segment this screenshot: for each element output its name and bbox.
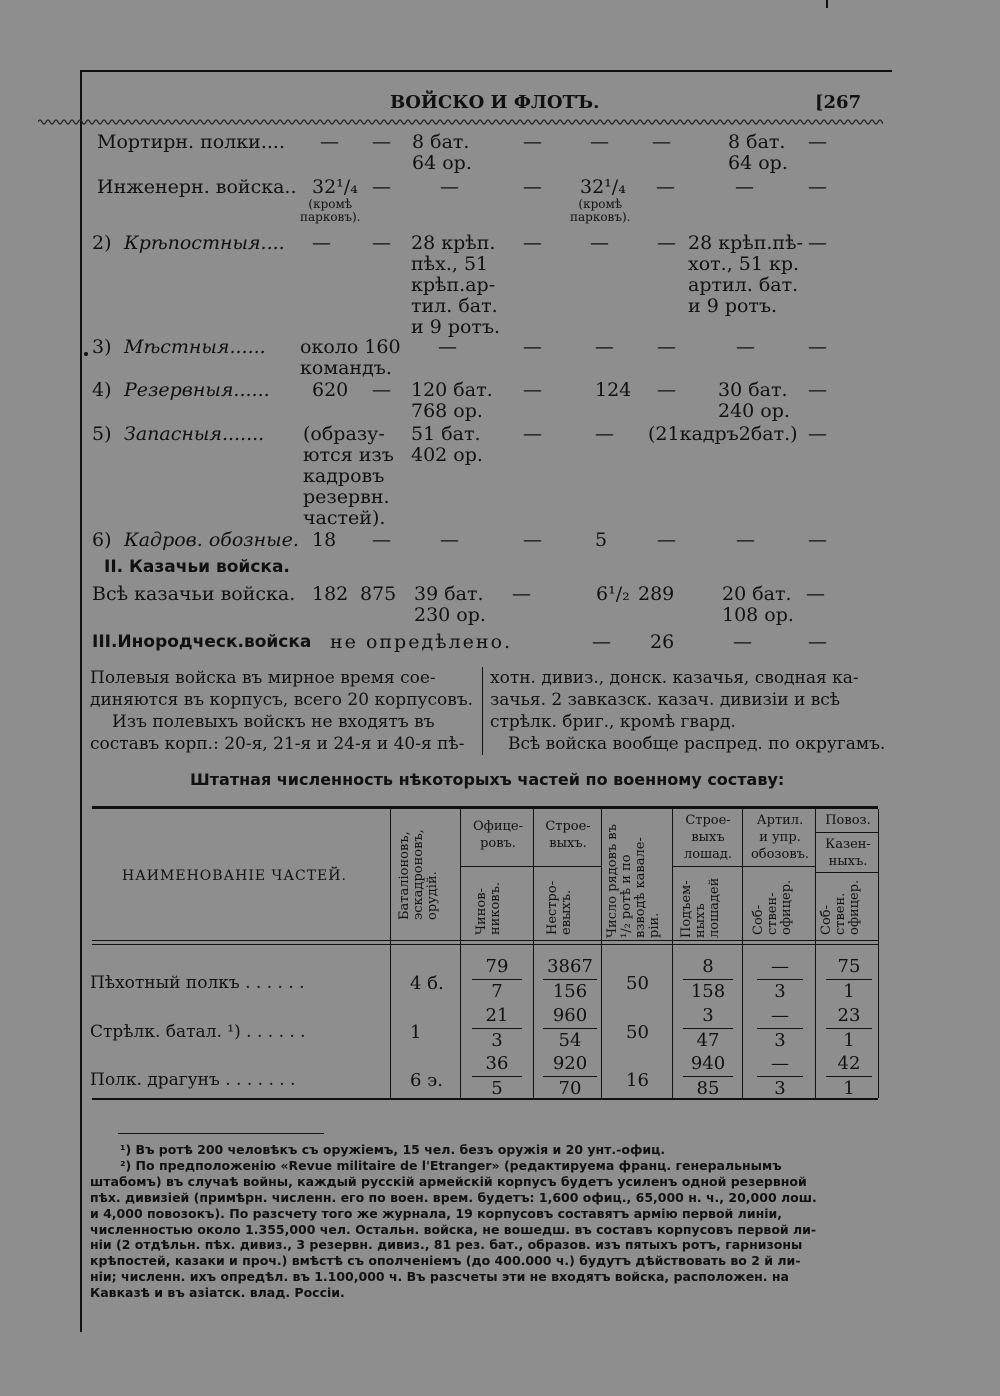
cell: — [523,379,542,401]
row-label: Крѣпостныя.... [124,232,285,254]
group-rule [460,866,601,867]
group-rule [672,866,815,867]
fraction-denominator: 47 [696,1030,720,1051]
para-right-line: стрѣлк. бриг., кромѣ гвард. [490,712,736,732]
cell: — [657,379,676,401]
table-head-rule [92,940,878,941]
fraction-denominator: 5 [491,1078,503,1099]
fraction-denominator: 3 [774,1030,786,1051]
table-top-rule [92,806,878,809]
cell: 620 [312,379,349,401]
cell: — [808,379,827,401]
cell: 18 [312,529,337,551]
table-fraction [543,1052,597,1101]
cell: — [736,336,755,358]
table-cell-bat: 4 б. [410,973,444,994]
cell: — [657,232,676,254]
row-number: 3) [92,336,112,358]
table-fraction [757,1052,803,1101]
fraction-denominator: 1 [843,1078,855,1099]
row-number: 6) [92,529,112,551]
table-cell-ryad: 16 [626,1070,649,1091]
fraction-numerator: 3867 [543,955,597,980]
fraction-numerator: 8 [683,955,733,980]
cell: — [372,232,391,254]
footnote-line: штабомъ) въ случаѣ войны, каждый русскій армейскій корпусъ будетъ усиленъ одной резервной [90,1173,807,1189]
col-header-stroevyh: Строе- выхъ. [545,819,591,851]
table-row-name: Полк. драгунъ . . . . . . . [90,1070,296,1090]
col-header-sobst1: Соб- ствен- офицер. [751,879,794,935]
cell: — [808,131,827,153]
table-fraction [683,955,733,1004]
cell: — [523,529,542,551]
cell: — [736,529,755,551]
fraction-denominator: 1 [843,1030,855,1051]
cell: 120 бат. 768 ор. [411,379,493,422]
fraction-numerator: 940 [683,1052,733,1077]
column-rule [601,809,602,1098]
cell: 5 [595,529,608,551]
cell: 875 [360,583,397,605]
cell: 289 [638,583,675,605]
col-header-artil: Артил. и упр. обозовъ. [750,813,810,862]
fraction-numerator: 23 [826,1004,872,1029]
para-right-line: Всѣ войска вообще распред. по округамъ. [508,734,886,754]
cell: 30 бат. 240 ор. [718,379,790,422]
cell: — [372,176,391,198]
cell: (21кадръ2бат.) [648,423,798,445]
table-fraction [543,955,597,1004]
cell: — [512,583,531,605]
fraction-denominator: 3 [774,1078,786,1099]
table-fraction [683,1052,733,1101]
fraction-numerator: 75 [826,955,872,980]
cell: — [652,131,671,153]
section2-title: II. Казачьи войска. [104,557,290,577]
row-label: Резервныя...... [124,379,270,401]
col-header-officers: Офице- ровъ. [473,819,523,851]
cell: — [372,131,391,153]
fraction-numerator: — [757,1052,803,1077]
table-fraction [543,1004,597,1053]
row-label: Инженерн. войска.. [97,176,297,198]
para-left-line: Изъ полевыхъ войскъ не входятъ въ [112,712,435,732]
footnote-line: пѣх. дивизіей (примѣрн. численн. его по воен. врем. будетъ: 1,600 офиц., 65,000 н. ч., 20,000 лош. [90,1189,817,1205]
cell: — [590,131,609,153]
cell: около 160 командъ. [300,336,401,379]
cell: — [657,336,676,358]
cell: — [808,336,827,358]
para-left-line: диняются въ корпусъ, всего 20 корпусовъ. [90,690,474,710]
cell: — [657,529,676,551]
footnote-line: крѣпостей, казаки и проч.) вмѣстѣ съ ополченіемъ (до 400.000 ч.) будутъ дѣйствовать во 2 й ли- [90,1253,801,1269]
margin-dot [84,352,88,356]
cell: — [808,631,827,653]
fraction-denominator: 3 [491,1030,503,1051]
cell: — [808,423,827,445]
wavy-rule [38,118,883,126]
fraction-numerator: 3 [683,1004,733,1029]
cell: 28 крѣп. пѣх., 51 крѣп.ар- тил. бат. и 9 ротъ. [411,232,501,338]
fraction-numerator: 960 [543,1004,597,1029]
cell: 39 бат. 230 ор. [414,583,486,626]
cell: — [592,631,611,653]
cell-note: (кромѣ парковъ). [300,197,361,224]
column-divider [482,667,483,755]
footnote-line: ніи (2 отдѣльн. пѣх. дивиз., 3 резервн. дивиз., 81 рез. бат., образов. изъ пятыхъ ротъ, гарнизоны [90,1237,803,1253]
footnote-line: ніи; численн. ихъ опредѣл. въ 1.100,000 ч. Въ разсчеты эти не входятъ войска, расположен. на [90,1269,789,1285]
cell: — [372,529,391,551]
para-right-line: зачья. 2 завказск. казач. дивизіи и всѣ [490,690,841,710]
row-label: Кадров. обозные. [124,529,299,551]
cell: — [320,131,339,153]
fraction-denominator: 156 [552,981,588,1002]
cell: — [440,176,459,198]
column-rule [390,809,391,1098]
cell: — [595,423,614,445]
table-fraction [826,1052,872,1101]
table-head-rule [92,944,878,945]
row-label: Мортирн. полки.... [97,131,286,153]
cell: 20 бат. 108 ор. [722,583,794,626]
cell: 124 [595,379,632,401]
cell: 26 [650,631,675,653]
group-rule [815,832,878,833]
para-left-line: Полевыя войска въ мирное время сое- [90,668,436,688]
table-fraction [757,955,803,1004]
top-tick [826,0,828,8]
cell: — [808,529,827,551]
running-title: ВОЙСКО И ФЛОТЪ. [390,92,600,113]
cell: 8 бат. 64 ор. [728,131,788,174]
table-fraction [826,1004,872,1053]
fraction-numerator: 920 [543,1052,597,1077]
cell: — [312,232,331,254]
fraction-denominator: 54 [558,1030,582,1051]
cell: — [523,131,542,153]
table-cell-bat: 1 [410,1022,422,1043]
fraction-denominator: 158 [690,981,726,1002]
cell: 51 бат. 402 ор. [411,423,483,466]
fraction-denominator: 70 [558,1078,582,1099]
cell: 32¹/₄ [580,176,626,198]
fraction-numerator: 21 [472,1004,522,1029]
footnote-line: Кавказѣ и въ азіатск. влад. Россіи. [90,1285,345,1301]
column-rule [460,809,461,1098]
page-number: [267 [815,92,862,113]
footnote-line: и 4,000 повозокъ). По разсчету того же журнала, 19 корпусовъ составятъ армію первой линіи, [90,1205,783,1221]
column-rule [533,809,534,1098]
row-label: III.Инородческ.войска [92,632,312,652]
fraction-numerator: 42 [826,1052,872,1077]
table-cell-ryad: 50 [626,1022,649,1043]
col-header-chinov: Чинов- никовъ. [474,881,503,935]
cell: 8 бат. 64 ор. [412,131,472,174]
table-row-name: Стрѣлк. батал. ¹) . . . . . . [90,1022,306,1042]
cell: — [523,232,542,254]
table-cell-bat: 6 э. [410,1070,443,1091]
col-header-podyem: Подъем- ныхъ лошадей [679,877,722,938]
col-header-ryadov: Число рядовъ въ ¹/₂ ротѣ и по взводѣ кавале- ріи. [605,824,662,938]
table-fraction [472,1004,522,1053]
col-header-kazen: Казен- ныхъ. [825,837,871,869]
cell: — [808,232,827,254]
table-fraction [683,1004,733,1053]
fraction-numerator: 36 [472,1052,522,1077]
row-label: Мѣстныя...... [124,336,266,358]
col-header-povoz: Повоз. [825,813,871,828]
table-fraction [757,1004,803,1053]
cell: 6¹/₂ [596,583,630,605]
cell: — [808,176,827,198]
row-label: Всѣ казачьи войска. [92,583,296,605]
cell: — [523,176,542,198]
row-number: 2) [92,232,112,254]
cell: 182 [312,583,349,605]
table-row-name: Пѣхотный полкъ . . . . . . [90,973,305,993]
cell: не опредѣлено. [330,631,513,653]
cell: — [656,176,675,198]
group-rule [815,872,878,873]
cell: — [438,336,457,358]
fraction-numerator: — [757,1004,803,1029]
cell: — [735,176,754,198]
col-header-bat: Баталіоновъ, эскадроновъ, орудій. [397,829,440,920]
table-fraction [472,1052,522,1101]
cell: (образу- ются изъ кадровъ резервн. частей). [303,423,394,529]
column-rule [672,809,673,1098]
para-left-line: составъ корп.: 20-я, 21-я и 24-я и 40-я пѣ- [90,734,465,754]
footnote-line: ¹) Въ ротѣ 200 человѣкъ съ оружіемъ, 15 чел. безъ оружія и 20 унт.-офиц. [120,1142,666,1157]
fraction-denominator: 7 [491,981,503,1002]
column-rule [742,809,743,1098]
cell: — [523,336,542,358]
row-number: 4) [92,379,112,401]
cell: — [440,529,459,551]
cell: — [595,336,614,358]
fraction-denominator: 3 [774,981,786,1002]
cell: — [523,423,542,445]
cell: 32¹/₄ [312,176,358,198]
cell: 28 крѣп.пѣ- хот., 51 кр. артил. бат. и 9 ротъ. [688,232,803,317]
col-header-nestroev: Нестро- евыхъ. [545,880,574,935]
row-number: 5) [92,423,112,445]
table-fraction [826,955,872,1004]
cell: — [733,631,752,653]
footnote-line: ²) По предположенію «Revue militaire de l'Etranger» (редактируема франц. генеральнымъ [120,1157,782,1173]
fraction-denominator: 1 [843,981,855,1002]
col-header-name: НАИМЕНОВАНІЕ ЧАСТЕЙ. [122,868,347,884]
fraction-numerator: 79 [472,955,522,980]
table-fraction [472,955,522,1004]
staffing-title: Штатная численность нѣкоторыхъ частей по военному составу: [190,770,785,789]
cell: — [372,379,391,401]
fraction-numerator: — [757,955,803,980]
cell: — [806,583,825,605]
row-label: Запасныя....... [124,423,265,445]
para-right-line: хотн. дивиз., донск. казачья, сводная ка- [490,668,859,688]
footnote-rule [118,1133,324,1134]
col-header-loshad: Строе- выхъ лошад. [683,813,733,862]
table-cell-ryad: 50 [626,973,649,994]
cell: — [590,232,609,254]
cell-note: (кромѣ парковъ). [570,197,631,224]
col-header-sobst2: Соб- ствен. офицер. [819,879,862,935]
footnote-line: численностью около 1.355,000 чел. Остальн. войска, не вошедш. въ составъ корпусовъ первой ли- [90,1221,817,1237]
fraction-denominator: 85 [696,1078,720,1099]
